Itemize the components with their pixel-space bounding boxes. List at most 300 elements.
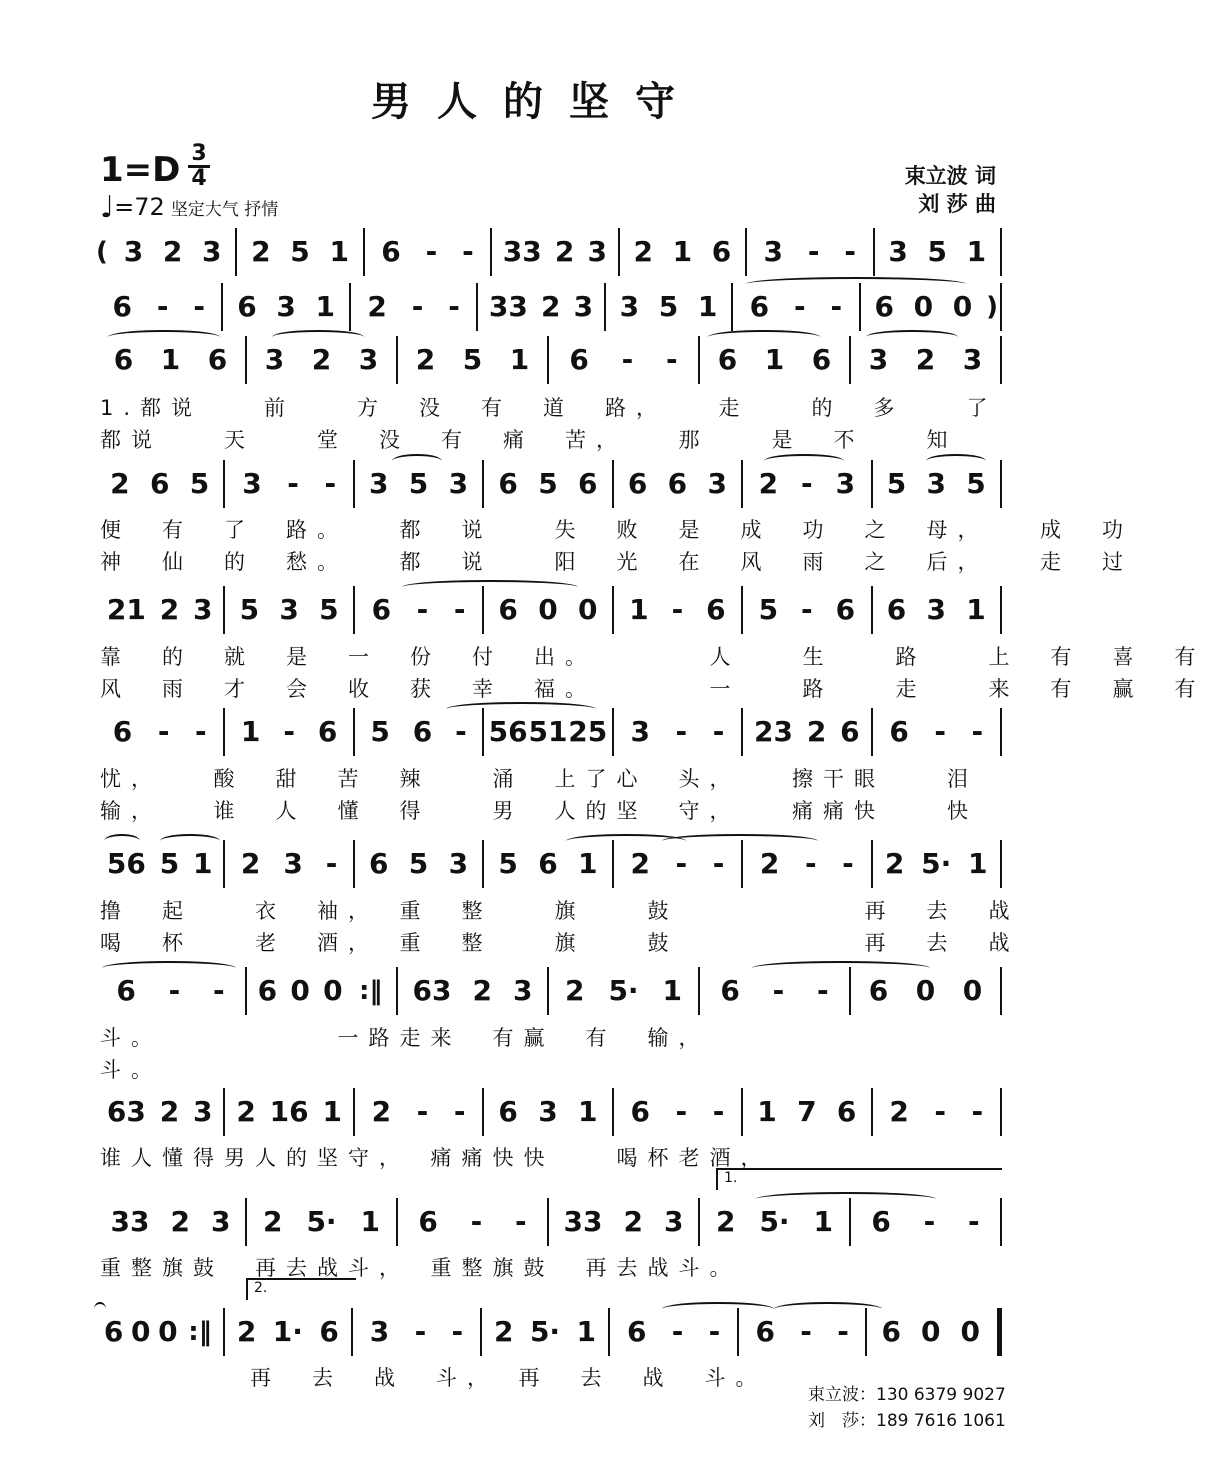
note: 5· — [529, 1315, 561, 1348]
note: 2 — [236, 1315, 257, 1348]
note: 6 — [412, 715, 433, 748]
tie-arc — [662, 834, 818, 848]
staff-line — [96, 840, 1002, 888]
note: 3 — [707, 467, 727, 500]
measure — [743, 1088, 870, 1136]
tie-arc — [272, 330, 364, 344]
barline — [1000, 283, 1002, 331]
note: 0 — [952, 290, 973, 323]
note: 6 — [498, 467, 518, 500]
tie-arc — [746, 277, 966, 291]
note: 2 — [623, 1205, 643, 1238]
contact-info — [808, 1382, 1006, 1434]
measure — [365, 228, 490, 276]
key-signature: 1=D — [100, 150, 181, 190]
note: 1 — [813, 1205, 834, 1238]
note: 2 — [884, 847, 905, 880]
measure — [110, 228, 235, 276]
measure — [484, 460, 611, 508]
measure — [743, 586, 870, 634]
note: 2 — [110, 467, 130, 500]
note: 5 — [538, 467, 558, 500]
note: 5 — [159, 847, 180, 880]
note: 6 — [627, 467, 648, 500]
note: 3 — [123, 235, 144, 268]
note: 3 — [276, 290, 296, 323]
note: 6 — [569, 343, 589, 376]
note: 5 — [408, 847, 429, 880]
note: 2 — [915, 343, 936, 376]
note: - — [425, 235, 438, 268]
measure — [225, 1308, 352, 1356]
note: - — [675, 847, 688, 880]
tie-arc — [774, 1302, 882, 1316]
note: 6 — [112, 715, 133, 748]
lyric-line: 都说 天 堂 没 有 痛 苦， 那 是 不 知 — [100, 428, 958, 452]
staff-line — [96, 336, 1002, 384]
note: 2 — [415, 343, 436, 376]
lyric-line: 靠 的 就 是 一 份 付 出。 人 生 路 上 有 喜 有 — [100, 645, 1206, 669]
note: - — [934, 1095, 946, 1128]
measure — [614, 708, 741, 756]
note: 6 — [371, 593, 392, 626]
tie-arc — [866, 330, 958, 344]
note: 0 — [290, 974, 310, 1007]
note: - — [816, 974, 829, 1007]
tie-arc — [752, 961, 930, 975]
note: - — [794, 290, 806, 323]
note: 6 — [257, 974, 278, 1007]
tie-arc — [446, 702, 596, 716]
note: 1 — [578, 1095, 598, 1128]
note: 6 — [578, 467, 598, 500]
note: 5 — [758, 593, 779, 626]
note: - — [416, 593, 429, 626]
note: 1 — [578, 847, 598, 880]
measure — [355, 1088, 482, 1136]
note: 2 — [758, 467, 779, 500]
lyricist: 束立波 词 — [904, 164, 996, 188]
note: 3 — [538, 1095, 558, 1128]
note: 5 — [966, 467, 986, 500]
repeat-end-sign: :‖ — [188, 1317, 212, 1347]
note: - — [967, 1205, 980, 1238]
measure — [398, 336, 547, 384]
note: - — [514, 1205, 527, 1238]
tie-arc — [102, 961, 236, 975]
note: - — [675, 715, 688, 748]
note: 0 — [960, 1315, 980, 1348]
staff-line — [96, 967, 1002, 1015]
note: 2 — [159, 1095, 180, 1128]
measure — [225, 708, 352, 756]
note: 6 — [626, 1315, 647, 1348]
tie-arc — [160, 834, 220, 848]
repeat-end-sign: :‖ — [358, 976, 383, 1006]
measure — [549, 1198, 698, 1246]
note: 2 — [633, 235, 653, 268]
measure — [96, 283, 221, 331]
note: - — [451, 1315, 464, 1348]
note: - — [934, 715, 946, 748]
barline — [1000, 228, 1002, 276]
measure — [484, 1088, 611, 1136]
note: 1 — [315, 290, 336, 323]
staff-line — [96, 228, 1002, 276]
measure — [247, 1198, 396, 1246]
note: 3 — [264, 343, 285, 376]
note: - — [325, 847, 338, 880]
measure — [549, 967, 698, 1015]
note: 6 — [498, 593, 518, 626]
measure — [351, 283, 476, 331]
quarter-note-icon: ♩ — [100, 190, 115, 225]
note: - — [801, 467, 813, 500]
measure — [96, 708, 223, 756]
lyric-line: 神 仙 的 愁。 都 说 阳 光 在 风 雨 之 后， 走 过 — [100, 550, 1133, 574]
second-ending-bracket: 2. — [246, 1278, 356, 1300]
note: 3 — [448, 847, 469, 880]
note: - — [804, 847, 817, 880]
note: 6 — [667, 467, 688, 500]
note: - — [156, 290, 169, 323]
note: 2 — [554, 235, 575, 268]
note: 6 — [755, 1315, 776, 1348]
note: - — [675, 1095, 688, 1128]
note: 2 — [759, 847, 780, 880]
note: 0 — [158, 1315, 178, 1348]
note: 1 — [629, 593, 649, 626]
measure — [482, 1308, 609, 1356]
measure — [237, 228, 362, 276]
measure — [353, 1308, 480, 1356]
note: 5 — [319, 593, 339, 626]
note: 3 — [369, 467, 389, 500]
note: 33 — [502, 235, 542, 268]
note: 6 — [868, 974, 889, 1007]
note: 6 — [113, 343, 134, 376]
note: - — [455, 715, 467, 748]
note: 1 — [322, 1095, 342, 1128]
measure — [355, 840, 482, 888]
note: 3 — [202, 235, 222, 268]
note: - — [416, 1095, 429, 1128]
measure — [225, 840, 352, 888]
note: - — [462, 235, 474, 268]
lyric-line: 斗。 一路走来 有赢 有 输， — [100, 1026, 710, 1050]
barline — [997, 1308, 1002, 1356]
note: - — [157, 715, 170, 748]
note: 3 — [242, 467, 262, 500]
note: 3 — [630, 715, 650, 748]
measure — [875, 228, 1000, 276]
note: 2 — [493, 1315, 514, 1348]
first-ending-bracket: 1. — [716, 1168, 1002, 1190]
staff-line — [96, 708, 1002, 756]
note: 33 — [563, 1205, 603, 1238]
contact-line: 刘 莎：189 7616 1061 — [808, 1411, 1006, 1431]
note: - — [671, 1315, 684, 1348]
note: 6 — [317, 715, 338, 748]
tie-arc — [662, 1302, 774, 1316]
note: 2 — [371, 1095, 392, 1128]
note: - — [837, 1315, 849, 1348]
barline — [1000, 708, 1002, 756]
lyric-line: 喝 杯 老 酒， 重 整 旗 鼓 再 去 战 — [100, 931, 1020, 955]
note: 2 — [311, 343, 332, 376]
note: 2 — [806, 715, 827, 748]
measure — [747, 228, 872, 276]
note: 5 — [370, 715, 390, 748]
note: 6 — [498, 1095, 518, 1128]
tie-arc — [392, 454, 442, 468]
note: 1 — [672, 235, 693, 268]
note: 5· — [608, 974, 639, 1007]
note: 6 — [319, 1315, 339, 1348]
note: 2 — [251, 235, 271, 268]
note: 6 — [717, 343, 738, 376]
note: - — [621, 343, 634, 376]
note: 51 — [528, 715, 568, 748]
note: - — [971, 1095, 984, 1128]
note: - — [923, 1205, 936, 1238]
note: 1 — [697, 290, 718, 323]
note: 63 — [412, 974, 452, 1007]
lyric-line: 风 雨 才 会 收 获 幸 福。 一 路 走 来 有 赢 有 — [100, 677, 1206, 701]
measure — [225, 460, 352, 508]
note: 5 — [408, 467, 429, 500]
measure — [247, 967, 396, 1015]
tie-arc — [708, 330, 820, 344]
note: 3 — [926, 467, 946, 500]
staff-line — [96, 586, 1002, 634]
measure — [873, 586, 1000, 634]
lyric-line: 谁人懂得男人的坚守， 痛痛快快 喝杯老酒， — [100, 1146, 772, 1170]
lyric-line: 忧， 酸 甜 苦 辣 涌 上了心 头， 擦干眼 泪 — [100, 767, 978, 791]
note: 3 — [888, 235, 908, 268]
note: 1 — [329, 235, 349, 268]
note: 5 — [927, 235, 947, 268]
note: 2 — [715, 1205, 736, 1238]
note: - — [801, 593, 813, 626]
note: - — [665, 343, 678, 376]
lyric-line: 输， 谁 人 懂 得 男 人的坚 守， 痛痛快 快 — [100, 799, 978, 823]
measure — [549, 336, 698, 384]
measure — [225, 1088, 352, 1136]
barline — [1000, 840, 1002, 888]
note: 6 — [237, 290, 257, 323]
note: 6 — [811, 343, 832, 376]
note: 1· — [272, 1315, 303, 1348]
note: - — [411, 290, 424, 323]
song-title: 男人的坚守 — [371, 78, 701, 125]
lyric-line: 便 有 了 路。 都 说 失 败 是 成 功 之 母， 成 功 — [100, 518, 1133, 542]
measure — [873, 1088, 1000, 1136]
note: 0 — [323, 974, 343, 1007]
note: 2 — [170, 1205, 190, 1238]
note: 6 — [836, 1095, 857, 1128]
note: 3 — [193, 1095, 213, 1128]
note: 6 — [207, 343, 228, 376]
note: 5· — [306, 1205, 337, 1238]
note: 2 — [159, 593, 180, 626]
measure — [492, 228, 617, 276]
note: 1 — [240, 715, 261, 748]
note: 6 — [871, 1205, 891, 1238]
note: 7 — [797, 1095, 817, 1128]
contact-line: 束立波：130 6379 9027 — [808, 1385, 1006, 1405]
note: 6 — [369, 847, 389, 880]
note: - — [712, 847, 725, 880]
tie-arc — [104, 834, 140, 848]
note: 5 — [886, 467, 907, 500]
measure — [606, 283, 731, 331]
note: 6 — [418, 1205, 438, 1238]
note: - — [842, 847, 854, 880]
note: 3 — [193, 593, 213, 626]
note: 0 — [913, 290, 934, 323]
note: 0 — [915, 974, 936, 1007]
time-signature: 3 4 — [188, 144, 210, 189]
note: 2 — [262, 1205, 283, 1238]
note: - — [193, 290, 205, 323]
note: 0 — [921, 1315, 941, 1348]
measure — [96, 1088, 223, 1136]
measure — [223, 283, 348, 331]
measure — [867, 1308, 994, 1356]
note: 1 — [509, 343, 530, 376]
note: - — [844, 235, 857, 268]
note: 63 — [106, 1095, 146, 1128]
staff-line — [96, 460, 1002, 508]
note: 1 — [160, 343, 181, 376]
note: 6 — [381, 235, 401, 268]
note: 3 — [835, 467, 856, 500]
credits — [905, 162, 996, 218]
note: 2 — [240, 847, 261, 880]
note: 3 — [448, 467, 469, 500]
note: 6 — [749, 290, 770, 323]
note: - — [324, 467, 337, 500]
note: 56 — [488, 715, 528, 748]
lyric-line: 1.都说 前 方 没 有 道 路， 走 的 多 了 — [100, 396, 998, 420]
barline — [1000, 1088, 1002, 1136]
measure — [873, 840, 1000, 888]
note: 6 — [706, 593, 726, 626]
note: 16 — [269, 1095, 309, 1128]
note: 1 — [662, 974, 683, 1007]
note: 6 — [116, 974, 136, 1007]
note: - — [453, 1095, 466, 1128]
note: 1 — [966, 593, 986, 626]
open-paren: ( — [96, 237, 108, 267]
note: 2 — [889, 1095, 909, 1128]
note: 6 — [630, 1095, 650, 1128]
barline — [1000, 586, 1002, 634]
note: 25 — [568, 715, 608, 748]
note: - — [807, 235, 820, 268]
note: - — [470, 1205, 483, 1238]
barline — [1000, 1198, 1002, 1246]
note: 3 — [868, 343, 889, 376]
note: 6 — [149, 467, 170, 500]
note: 6 — [538, 847, 558, 880]
note: 6 — [711, 235, 732, 268]
note: 5 — [498, 847, 518, 880]
note: 6 — [835, 593, 856, 626]
note: 3 — [663, 1205, 684, 1238]
measure — [614, 460, 741, 508]
note: 1 — [757, 1095, 777, 1128]
note: - — [772, 974, 785, 1007]
note: 6 — [720, 974, 740, 1007]
note: 1 — [193, 847, 213, 880]
note: - — [971, 715, 984, 748]
note: 0 — [578, 593, 598, 626]
note: 3 — [587, 235, 608, 268]
measure — [614, 1088, 741, 1136]
note: - — [414, 1315, 427, 1348]
barline — [1000, 336, 1002, 384]
note: - — [712, 1095, 725, 1128]
measure — [743, 708, 870, 756]
barline — [1000, 967, 1002, 1015]
tempo-marking: ♩=72 坚定大气 抒情 — [100, 190, 279, 225]
tie-arc — [756, 1192, 936, 1206]
note: 5 — [462, 343, 483, 376]
note: 5 — [239, 593, 260, 626]
measure — [96, 460, 223, 508]
note: 3 — [512, 974, 533, 1007]
note: 6 — [112, 290, 132, 323]
measure — [96, 586, 223, 634]
note: 0 — [538, 593, 558, 626]
note: - — [712, 715, 725, 748]
staff-line — [96, 1170, 1002, 1246]
staff-line — [96, 283, 1002, 331]
staff-line — [96, 1280, 1002, 1356]
close-paren: ) — [986, 292, 998, 322]
expression-text: 坚定大气 抒情 — [170, 200, 279, 220]
note: 1 — [360, 1205, 381, 1238]
note: 6 — [881, 1315, 901, 1348]
note: 2 — [367, 290, 387, 323]
note: 23 — [754, 715, 793, 748]
barline — [1000, 460, 1002, 508]
tie-arc — [94, 1302, 106, 1316]
lyric-line: 撸 起 衣 袖， 重 整 旗 鼓 再 去 战 — [100, 899, 1020, 923]
note: 33 — [110, 1205, 150, 1238]
lyric-line: 重整旗鼓 再去战斗， 重整旗鼓 再去战斗。 — [100, 1256, 741, 1280]
staff-line — [96, 1088, 1002, 1136]
lyric-line: 斗。 — [100, 1058, 162, 1082]
note: 3 — [210, 1205, 231, 1238]
note: - — [448, 290, 460, 323]
note: 3 — [283, 847, 303, 880]
note: 5 — [658, 290, 679, 323]
note: 3 — [926, 593, 946, 626]
note: - — [453, 593, 466, 626]
note: - — [708, 1315, 721, 1348]
measure — [620, 228, 745, 276]
tie-arc — [108, 330, 220, 344]
note: 2 — [564, 974, 585, 1007]
measure — [96, 1308, 223, 1356]
note: 3 — [763, 235, 783, 268]
note: 2 — [236, 1095, 256, 1128]
note: 3 — [369, 1315, 390, 1348]
note: - — [830, 290, 843, 323]
